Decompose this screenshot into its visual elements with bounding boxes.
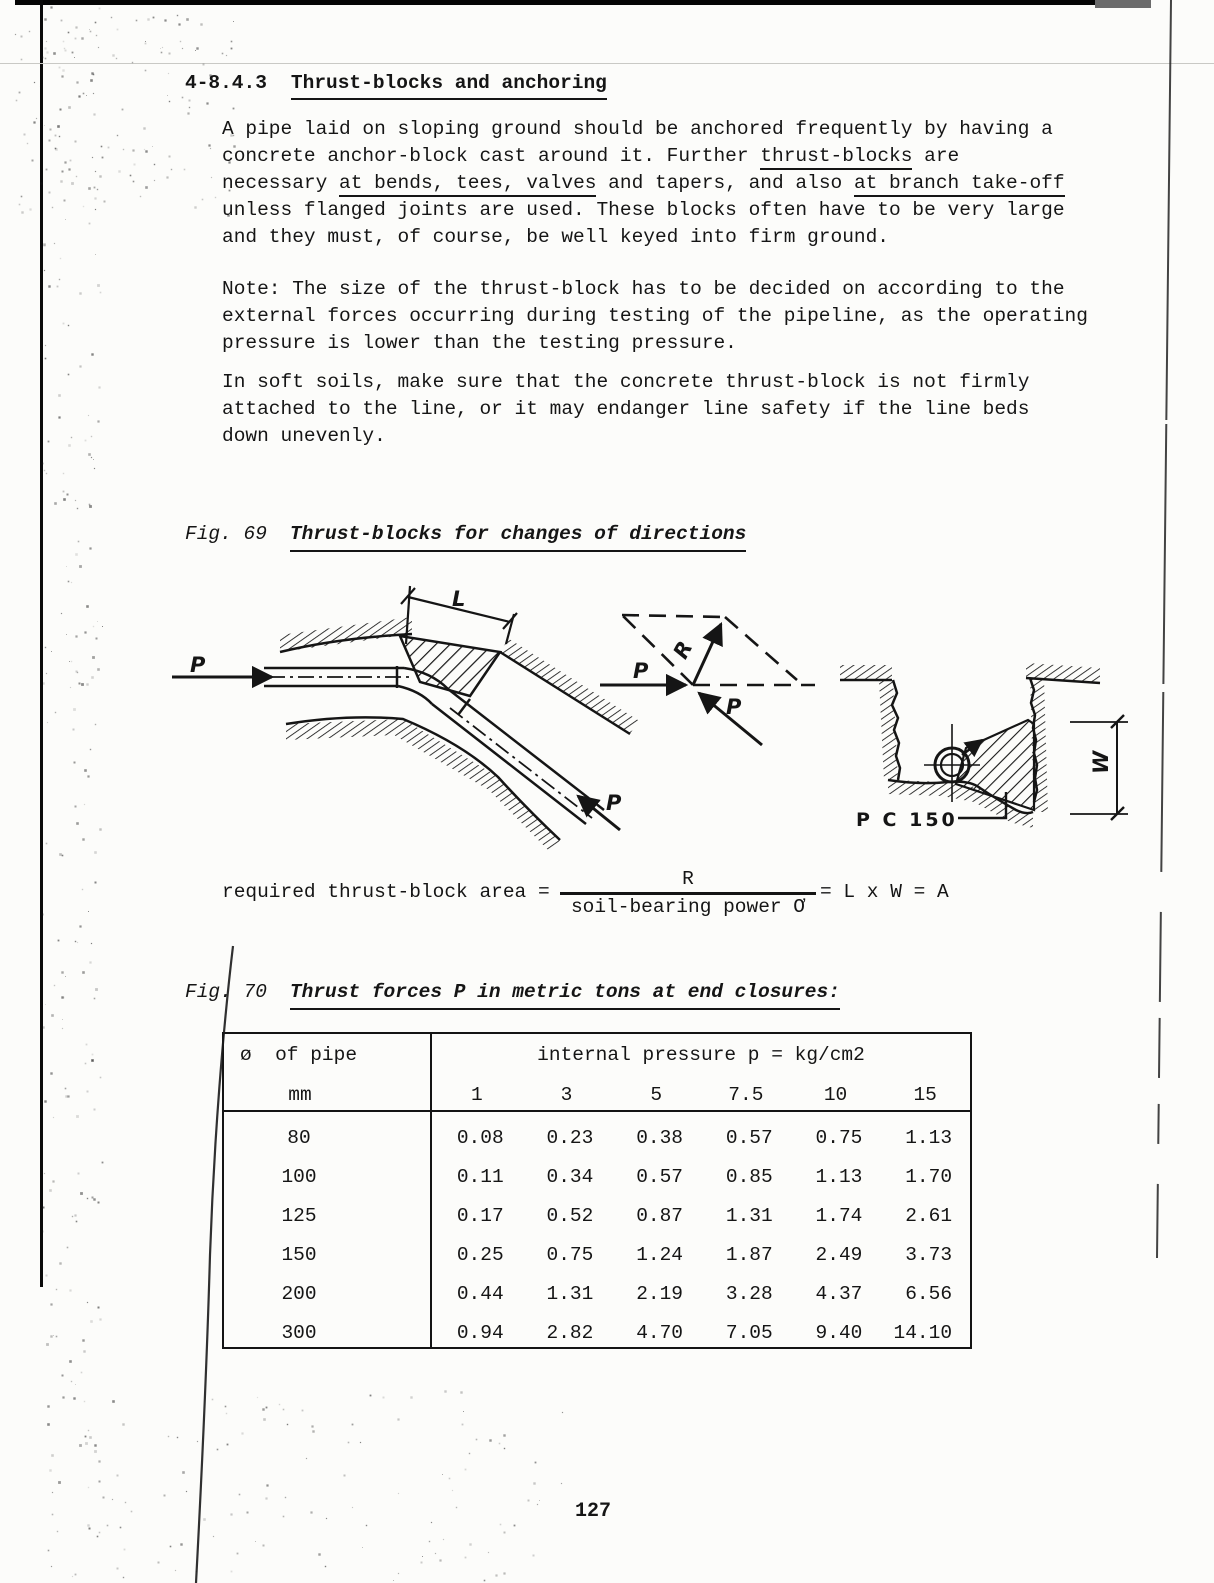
scan-artifact-top-bar [15,0,1097,5]
value-cell: 3.73 [905,1243,953,1266]
label-p-lower: P [606,791,622,815]
text-line [222,224,1065,251]
text-segment: are [912,145,960,167]
parallelogram-dashed [622,615,815,685]
text-line [222,116,1065,143]
pipe-diameter-cell: 80 [287,1126,311,1149]
scan-artifact-scanline [0,63,1214,64]
label-resultant-r: R [668,637,698,663]
figure-70-title: Thrust forces P in metric tons at end closures: [290,979,840,1010]
table-header-pipe-diameter: ø of pipe [240,1044,358,1066]
scan-artifact-top-smudge [1095,0,1151,8]
arrow-resultant-r [693,624,721,685]
thrust-values [432,1244,970,1266]
text-line [222,170,1065,197]
text-segment-underlined: thrust-blocks [760,145,912,170]
thrust-block-area-formula [222,866,1002,928]
scan-artifact-left-edge-line [40,0,43,1287]
formula-lhs: required thrust-block area = [222,881,550,903]
pipe-diameter-cell: 150 [281,1243,317,1266]
value-cell: 1.13 [905,1126,953,1149]
value-cell: 2.61 [905,1204,953,1227]
value-cell: 1.70 [905,1165,953,1188]
value-cell: 0.08 [456,1126,504,1149]
formula-numerator: R [682,868,694,890]
text-line [222,330,1088,357]
pressure-col-header: 5 [650,1084,663,1106]
pressure-col-header: 3 [560,1084,573,1106]
thrust-values [432,1166,970,1188]
value-cell: 6.56 [905,1282,953,1305]
scan-noise-left-margin [0,0,1,1]
table-header-mm: mm [288,1084,312,1106]
value-cell: 2.19 [636,1282,684,1305]
table-row [224,1274,970,1313]
text-segment: concrete anchor-block cast around it. Further [222,145,761,167]
table-row [224,1196,970,1235]
thrust-values [432,1205,970,1227]
pressure-col-header: 10 [823,1084,848,1106]
text-segment: and tapers, and also [596,172,854,194]
scan-noise-top-left [0,0,1,1]
text-segment: attached to the line, or it may endanger line safety if the line beds [222,398,1030,420]
value-cell: 2.82 [546,1321,594,1344]
value-cell: 0.75 [815,1126,863,1149]
value-cell: 1.74 [815,1204,863,1227]
figure-69-title: Thrust-blocks for changes of directions [290,521,746,552]
section-number: 4-8.4.3 [185,72,267,94]
text-line [222,143,1065,170]
text-segment: A pipe laid on sloping ground should be anchored frequently by having a [222,118,1053,140]
text-segment: external forces occurring during testing of the pipeline, as the operating [222,305,1088,327]
text-line [222,276,1088,303]
value-cell: 9.40 [815,1321,863,1344]
thrust-block-hatched [400,636,500,696]
thrust-forces-table [222,1032,972,1349]
value-cell: 0.57 [725,1126,773,1149]
value-cell: 1.87 [725,1243,773,1266]
value-cell: 14.10 [893,1321,953,1344]
pipe-diameter-cell: 200 [281,1282,317,1305]
table-row [224,1313,970,1352]
pressure-col-header: 1 [470,1084,483,1106]
page-number: 127 [575,1500,612,1523]
pipe-diameter-cell: 125 [281,1204,317,1227]
value-cell: 0.25 [456,1243,504,1266]
value-cell: 1.13 [815,1165,863,1188]
diagram-trench-cross-section [830,652,1140,872]
value-cell: 0.85 [725,1165,773,1188]
value-cell: 3.28 [725,1282,773,1305]
value-cell: 0.75 [546,1243,594,1266]
text-segment: In soft soils, make sure that the concrete thrust-block is not firmly [222,371,1030,393]
label-dim-l: L [452,587,466,611]
figure-70-caption [185,979,840,1010]
value-cell: 2.49 [815,1243,863,1266]
thrust-values [432,1322,970,1344]
text-segment-underlined: at branch take-off [854,172,1065,197]
value-cell: 0.17 [456,1204,504,1227]
value-cell: 0.87 [636,1204,684,1227]
section-title: Thrust-blocks and anchoring [291,70,607,100]
value-cell: 1.31 [725,1204,773,1227]
text-segment-underlined: at bends, tees, valves [339,172,596,197]
diagram-slope-thrust-block [168,572,638,852]
text-segment: Note: The size of the thrust-block has to be decided on according to the [222,278,1065,300]
force-arrows [172,677,620,830]
label-pc150: P C 150 [856,809,958,831]
text-segment: necessary [222,172,340,194]
value-cell: 1.31 [546,1282,594,1305]
value-cell: 4.37 [815,1282,863,1305]
thrust-values [432,1283,970,1305]
paragraph-1 [222,116,1065,251]
value-cell: 0.94 [456,1321,504,1344]
paragraph-note [222,276,1088,357]
formula-rhs: = L x W = A [820,881,949,903]
value-cell: 0.11 [456,1165,504,1188]
value-cell: 0.57 [636,1165,684,1188]
value-cell: 1.24 [636,1243,684,1266]
table-row [224,1157,970,1196]
figure-69-caption [185,521,746,552]
thrust-values [432,1127,970,1149]
table-header-pressure: internal pressure p = kg/cm2 [537,1044,865,1066]
value-cell: 7.05 [725,1321,773,1344]
text-segment: unless flanged joints are used. These blocks often have to be very large [222,199,1065,221]
value-cell: 0.34 [546,1165,594,1188]
label-p-left: P [190,653,206,677]
pipe-diameter-cell: 300 [281,1321,317,1344]
table-body [224,1118,970,1352]
text-line [222,423,1029,450]
section-heading [185,70,607,100]
label-dim-w: W [1089,750,1113,774]
figure-70-label: Fig. 70 [185,981,267,1003]
value-cell: 0.38 [636,1126,684,1149]
text-segment: down unevenly. [222,425,386,447]
scan-artifact-right-edge-line [1157,0,1171,1258]
formula-denominator: soil-bearing power Ơ [570,896,806,918]
text-line [222,197,1065,224]
value-cell: 0.52 [546,1204,594,1227]
table-header-rule [224,1110,970,1112]
scan-noise-bottom-left [0,0,1,1]
label-p-diagonal: P [726,695,742,719]
text-segment: and they must, of course, be well keyed into firm ground. [222,226,890,248]
value-cell: 0.44 [456,1282,504,1305]
pressure-col-header: 15 [913,1084,937,1106]
pressure-col-header: 7.5 [728,1084,764,1106]
text-line [222,396,1029,423]
figure-69-label: Fig. 69 [185,523,267,545]
value-cell: 4.70 [636,1321,684,1344]
value-cell: 0.23 [546,1126,594,1149]
text-line [222,369,1029,396]
text-line [222,303,1088,330]
table-row [224,1235,970,1274]
table-row [224,1118,970,1157]
pipe-diameter-cell: 100 [281,1165,317,1188]
label-p-horizontal: P [633,659,649,683]
paragraph-3 [222,369,1029,450]
table-header-pressure-values [432,1084,970,1106]
text-segment: pressure is lower than the testing pressure. [222,332,737,354]
